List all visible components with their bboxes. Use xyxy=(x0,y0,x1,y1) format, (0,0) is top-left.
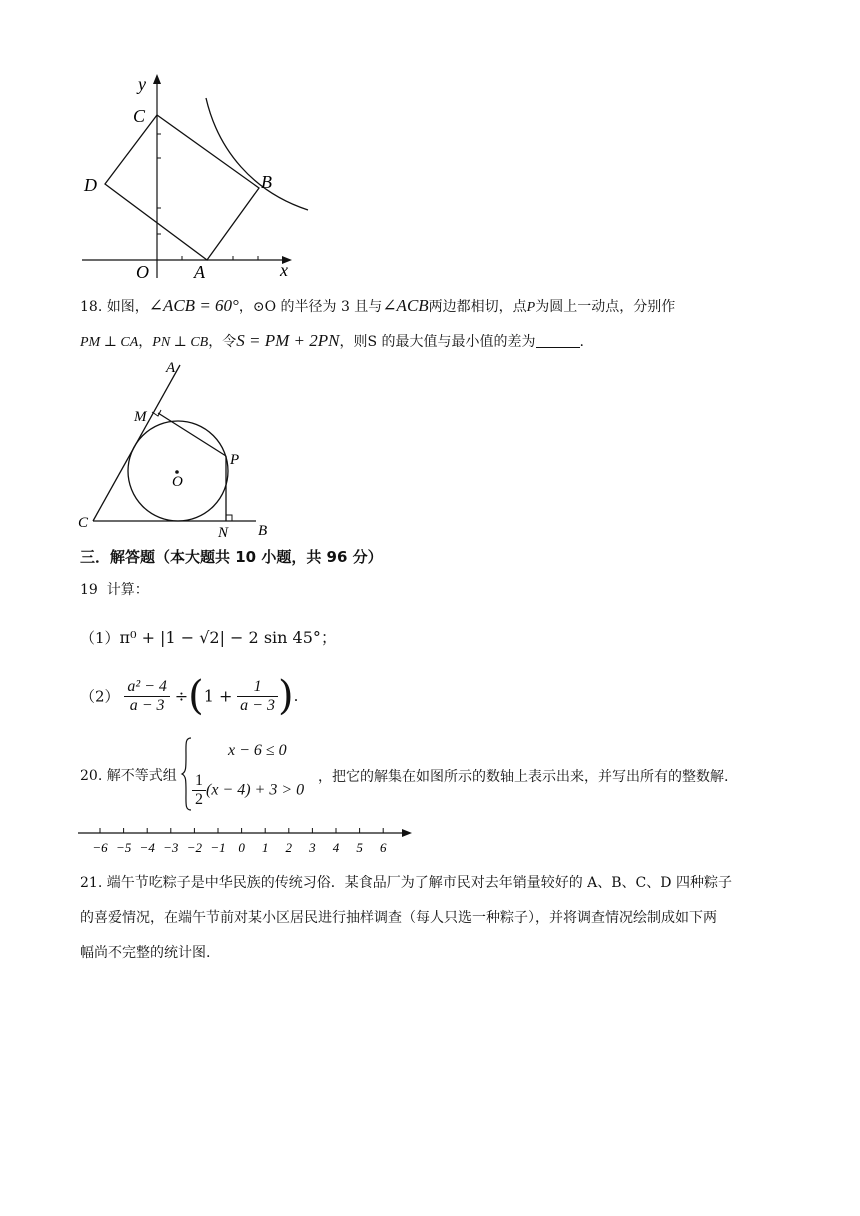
q20-line xyxy=(80,766,177,786)
q19-p2-end: . xyxy=(293,687,299,705)
ineq2-den: 2 xyxy=(195,791,203,808)
tick-label: −2 xyxy=(186,840,203,855)
rectangle-abcd xyxy=(105,115,259,260)
fraction-2-num: 1 xyxy=(237,678,278,697)
ineq2-rest: (x − 4) + 3 > 0 xyxy=(206,781,305,799)
tick-label: 4 xyxy=(332,840,340,855)
answer-blank xyxy=(536,333,580,348)
q18-perp2: PN ⊥ CB xyxy=(152,335,209,350)
label-x: x xyxy=(280,260,288,280)
label-c: C xyxy=(78,515,89,531)
q20-ineq1: x − 6 ≤ 0 xyxy=(228,742,287,759)
q19-p2-label: （2） xyxy=(80,687,120,706)
tick-label: 5 xyxy=(356,840,363,855)
left-paren: ( xyxy=(188,673,204,719)
label-b: B xyxy=(258,523,268,539)
q20-text-2: ，把它的解集在如图所示的数轴上表示出来，并写出所有的整数解. xyxy=(318,769,729,785)
q19-header xyxy=(80,580,149,600)
tick-label: 0 xyxy=(238,840,245,855)
q19-part2 xyxy=(80,673,299,719)
tick-label: 2 xyxy=(285,840,293,855)
q18-end: . xyxy=(579,334,584,350)
label-b: B xyxy=(261,172,272,192)
q21-line1: 21. 端午节吃粽子是中华民族的传统习俗．某食品厂为了解市民对去年销量较好的 A、B、C、D 四种粽子 xyxy=(80,875,732,891)
q20-text-1: 解不等式组 xyxy=(106,768,177,784)
q18-perp1: PM ⊥ CA xyxy=(80,335,139,350)
q19-p1-expr: π⁰ + |1 − √2| − 2 sin 45°； xyxy=(119,628,337,647)
label-d: D xyxy=(84,175,97,195)
tick-label: −4 xyxy=(139,840,155,855)
q20-ineq2 xyxy=(192,772,304,809)
fraction-2 xyxy=(237,678,278,715)
q20-number: 20. xyxy=(80,768,103,784)
tick-label: 3 xyxy=(309,840,316,855)
q19-p1-label: （1） xyxy=(80,629,120,647)
right-angle-n xyxy=(226,515,232,521)
label-o: O xyxy=(172,474,183,490)
tick-label: −1 xyxy=(210,840,226,855)
q18-angle2: ∠ACB xyxy=(382,296,429,315)
fraction-2-den: a − 3 xyxy=(240,696,275,714)
q18-number: 18. xyxy=(80,299,103,315)
q21-line3: 幅尚不完整的统计图. xyxy=(80,945,211,961)
right-paren: ) xyxy=(277,673,294,719)
fraction-1-den: a − 3 xyxy=(129,696,165,714)
q21-line2: 的喜爱情况，在端午节前对某小区居民进行抽样调查（每人只选一种粽子），并将调查情况绘制成如下两 xyxy=(80,910,717,926)
ineq2-num: 1 xyxy=(192,772,206,791)
q19-part1 xyxy=(80,628,337,648)
label-y: y xyxy=(138,74,146,94)
tick-label: 6 xyxy=(379,840,387,855)
q18-text-4: 为圆上一动点，分别作 xyxy=(535,299,676,315)
q19-p2-one: 1 + xyxy=(203,686,233,706)
q18-angle: ∠ACB = 60° xyxy=(148,296,239,315)
label-a: A xyxy=(194,262,205,282)
q19-p2-div: ÷ xyxy=(174,686,189,706)
q18-text-5: ，令 xyxy=(208,334,237,350)
q18-sep: ， xyxy=(138,334,153,350)
figure-18 xyxy=(76,360,286,540)
figure-17 xyxy=(78,70,318,282)
q18-text-6: ，则S 的最大值与最小值的差为 xyxy=(339,334,536,350)
number-line xyxy=(76,824,416,856)
label-a: A xyxy=(166,360,176,376)
q19-number: 19 xyxy=(80,582,98,598)
right-angle-m xyxy=(152,410,161,416)
q18-text-3: 两边都相切，点 xyxy=(428,299,527,315)
label-o: O xyxy=(136,262,149,282)
q18-text-1: 如图， xyxy=(106,299,149,315)
q18-line2 xyxy=(80,331,584,353)
hyperbola-curve xyxy=(206,98,308,210)
tick-label: −3 xyxy=(163,840,179,855)
q18-line1 xyxy=(80,296,675,318)
y-axis-arrow xyxy=(153,74,161,84)
q18-formula: S = PM + 2PN xyxy=(236,331,340,350)
label-c: C xyxy=(133,106,146,126)
fraction-1 xyxy=(124,678,170,715)
number-line-arrow xyxy=(402,829,412,837)
q18-point-p: P xyxy=(526,300,536,315)
tick-label: −6 xyxy=(92,840,108,855)
q19-intro: 计算： xyxy=(106,582,149,598)
label-n: N xyxy=(218,525,229,541)
tick-label: −5 xyxy=(115,840,132,855)
fraction-1-num: a² − 4 xyxy=(124,678,170,697)
ineq2-fraction xyxy=(192,772,206,809)
label-m: M xyxy=(134,409,147,425)
label-p: P xyxy=(230,452,240,468)
tick-label: 1 xyxy=(261,840,269,855)
section-heading: 三．解答题（本大题共 10 小题，共 96 分） xyxy=(80,548,383,566)
segment-pm xyxy=(158,413,226,456)
q18-text-2: ，⊙O 的半径为 3 且与 xyxy=(238,299,383,315)
